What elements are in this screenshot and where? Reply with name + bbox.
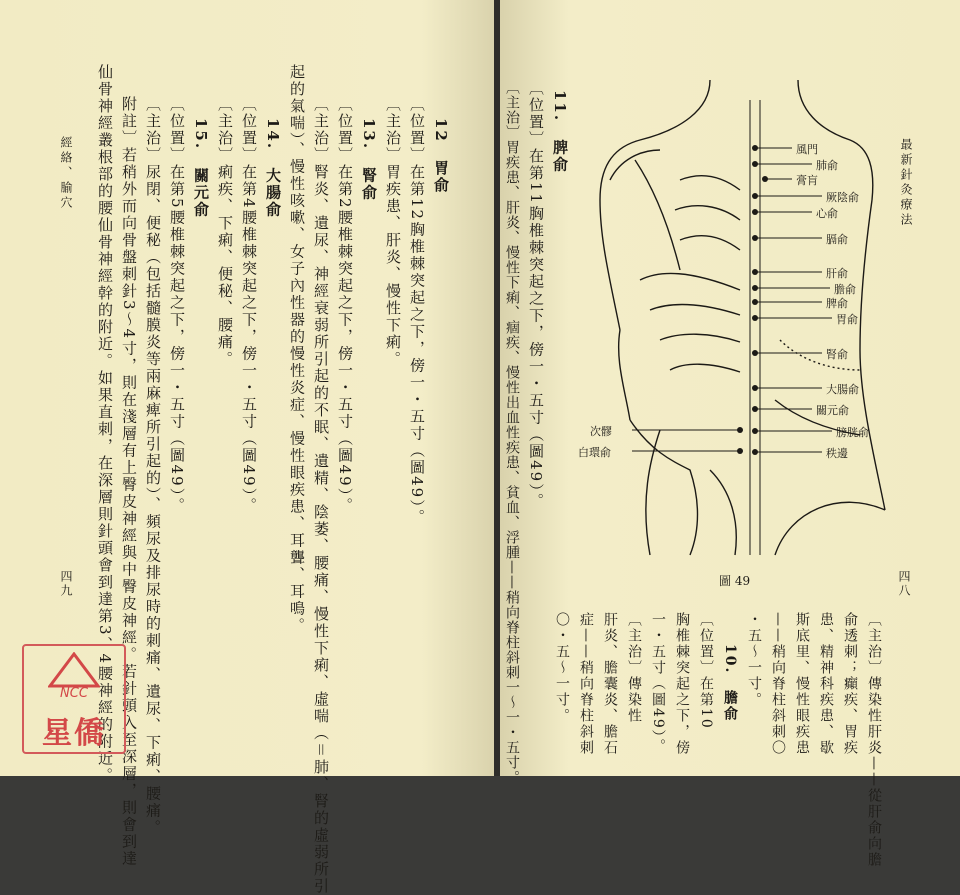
left-col-13: 〔主治〕胃疾患、肝炎、慢性下痢。	[384, 96, 402, 368]
right-bottom-col-9: 胸椎棘突起之下，傍	[674, 612, 690, 756]
label-xinshu: 心俞	[816, 207, 838, 220]
label-ganshu: 肝俞	[826, 267, 848, 280]
right-heading-10: 10. 膽俞	[722, 644, 738, 723]
right-bottom-col-10: 一・五寸（圖49）。	[650, 612, 666, 755]
right-running-head: 最新針灸療法	[899, 138, 913, 228]
left-col-2: 附註〕若稍外而向骨盤刺針3～4寸，則在淺層有上臀皮神經與中臀皮神經。若針頭入至深層，則會到達	[120, 96, 138, 868]
label-fengmen: 風門	[796, 143, 818, 156]
label-dachangshu: 大腸俞	[826, 383, 859, 396]
right-heading-11: 11. 脾俞	[551, 90, 569, 174]
stamp-ncc: NCC	[60, 686, 88, 701]
left-col-14: 〔位置〕在第12胸椎棘突起之下，傍一・五寸（圖49）。	[408, 96, 426, 526]
right-bottom-col-12: 肝炎、膽囊炎、膽石	[602, 612, 618, 756]
label-weishu: 胃俞	[836, 313, 858, 326]
label-danshu: 膽俞	[834, 283, 856, 296]
right-bottom-col-8: 〔位置〕在第10	[698, 612, 714, 730]
right-bottom-col-11: 〔主治〕傳染性	[626, 612, 642, 724]
left-heading-12: 12 胃俞	[432, 118, 450, 194]
right-col-2: 〔位置〕在第11胸椎棘突起之下，傍一・五寸（圖49）。	[527, 80, 545, 510]
right-col-3: 〔主治〕胃疾患、肝炎、慢性下痢、痼疾、慢性出血性疾患、貧血、浮腫——稍向脊柱斜刺一～一・五寸。	[504, 80, 520, 785]
left-page-number: 四九	[59, 570, 73, 598]
figure-49	[560, 40, 890, 564]
label-baihuanshu: 白環俞	[578, 446, 611, 459]
left-heading-14: 14. 大腸俞	[264, 118, 282, 219]
left-heading-15: 15. 關元俞	[192, 118, 210, 219]
right-bottom-col-14: 〇・五～一寸。	[554, 612, 570, 724]
label-shenshu: 腎俞	[826, 348, 848, 361]
stamp-triangle-icon	[48, 652, 100, 688]
stamp-name: 星僑	[42, 716, 106, 751]
left-col-1: 仙骨神經叢根部的腰仙骨神經幹的附近。如果直刺，在深層則針頭會到達第3、4腰神經的附近。	[96, 64, 114, 785]
label-jueyinshu: 厥陰俞	[826, 191, 859, 204]
left-running-head: 經絡、腧穴	[59, 136, 73, 211]
label-geshu: 膈俞	[826, 233, 848, 246]
left-col-4: 〔位置〕在第5腰椎棘突起之下，傍一・五寸（圖49）。	[168, 96, 186, 515]
label-zhibian: 秩邊	[826, 447, 848, 460]
right-page-number: 四八	[897, 570, 911, 598]
left-col-9: 起的氣喘）、慢性咳嗽、女子內性器的慢性炎症、慢性眼疾患、耳聾、耳鳴。	[288, 64, 306, 635]
right-bottom-col-6: ・五～一寸。	[746, 612, 762, 708]
right-bottom-col-5: ——稍向脊柱斜刺〇	[770, 612, 786, 756]
label-pishu: 脾俞	[826, 297, 848, 310]
left-col-11: 〔位置〕在第2腰椎棘突起之下，傍一・五寸（圖49）。	[336, 96, 354, 515]
right-bottom-col-4: 斯底里、慢性眼疾患	[794, 612, 810, 756]
label-gaohuang: 膏肓	[796, 174, 818, 187]
left-col-6: 〔主治〕痢疾、下痢、便秘、腰痛。	[216, 96, 234, 368]
right-bottom-col-3: 患、精神科疾患、歇	[818, 612, 834, 756]
right-bottom-col-13: 症——稍向脊柱斜刺	[578, 612, 594, 756]
left-col-3: 〔主治〕尿閉、便秘（包括髓膜炎等兩麻痺所引起的）、頻尿及排尿時的刺痛、遺尿、下痢、腰痛。	[144, 96, 162, 837]
left-heading-13: 13. 腎俞	[360, 118, 378, 202]
label-feishu: 肺俞	[816, 159, 838, 172]
left-col-7: 〔位置〕在第4腰椎棘突起之下，傍一・五寸（圖49）。	[240, 96, 258, 515]
figure-caption: 圖 49	[719, 574, 751, 588]
right-bottom-col-2: 俞透刺；癲疾、胃疾	[842, 612, 858, 756]
label-ciliao: 次髎	[590, 425, 612, 438]
left-col-10: 〔主治〕腎炎、遺尿、神經衰弱所引起的不眠、遺精、陰萎、腰痛、慢性下痢、虛喘（＝肺、腎的虛弱所引	[312, 96, 330, 895]
label-guanyuanshu: 關元俞	[816, 404, 849, 417]
library-stamp	[22, 644, 126, 754]
label-pangguangshu: 膀胱俞	[836, 426, 869, 439]
right-bottom-col-1: 〔主治〕傳染性肝炎——從肝俞向膽	[866, 612, 882, 868]
